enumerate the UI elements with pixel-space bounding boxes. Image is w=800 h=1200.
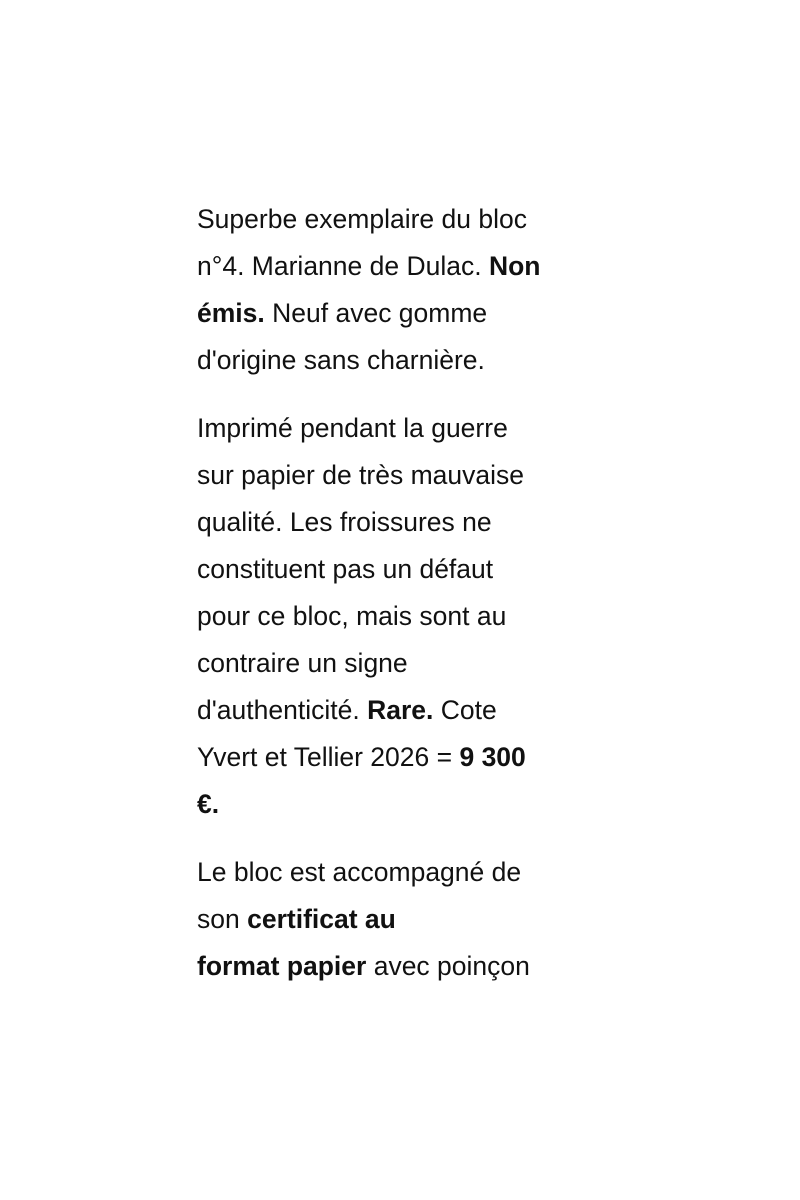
text-line: sur papier de très mauvaise (197, 460, 524, 490)
description-paragraph-2 (197, 405, 597, 828)
text-line: d'origine sans charnière. (197, 345, 485, 375)
text-line: Imprimé pendant la guerre (197, 413, 508, 443)
emphasis-text: format papier (197, 951, 367, 981)
emphasis-text: émis. (197, 298, 265, 328)
text-line: émis. Neuf avec gomme (197, 298, 488, 328)
description-paragraph-1 (197, 196, 597, 384)
text-line: Le bloc est accompagné de (197, 857, 522, 887)
emphasis-text: Rare. (367, 695, 434, 725)
emphasis-text: certificat au (247, 904, 396, 934)
document-page (197, 196, 597, 1011)
text-line: qualité. Les froissures ne (197, 507, 492, 537)
price-value: 9 300 (459, 742, 526, 772)
text-line: contraire un signe (197, 648, 408, 678)
text-line: n°4. Marianne de Dulac. Non (197, 251, 541, 281)
text-line: d'authenticité. Rare. Cote (197, 695, 497, 725)
emphasis-text: Non (488, 251, 541, 281)
description-paragraph-3 (197, 849, 597, 990)
text-line (197, 781, 597, 828)
text-line: constituent pas un défaut (197, 554, 494, 584)
text-line: son certificat au (197, 904, 396, 934)
text-line: Superbe exemplaire du bloc (197, 204, 527, 234)
text-line: Yvert et Tellier 2026 = 9 300 (197, 742, 526, 772)
text-line: pour ce bloc, mais sont au (197, 601, 507, 631)
text-line: format papier avec poinçon (197, 951, 530, 981)
price-currency: €. (197, 789, 220, 819)
